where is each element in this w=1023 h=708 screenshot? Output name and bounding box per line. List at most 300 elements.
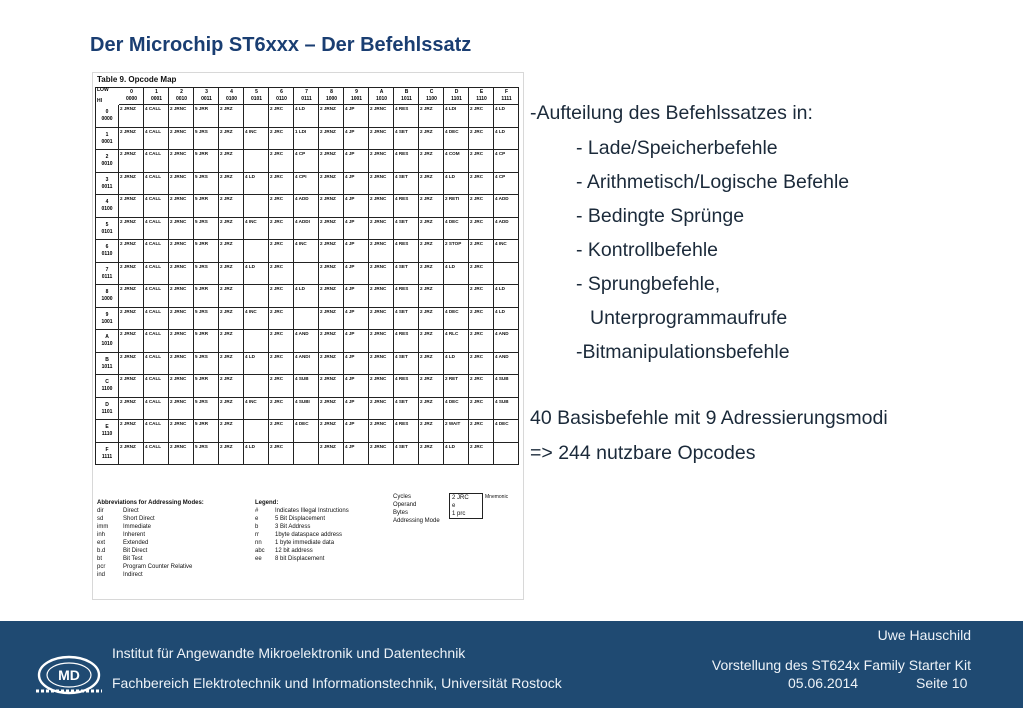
opcode-mnemonic: 2 JRNZ: [120, 196, 136, 201]
legend-row: [255, 507, 349, 515]
abbr-row: [97, 547, 192, 555]
row-header-bin: 0011: [101, 183, 113, 190]
opcode-mnemonic: 2 JRNZ: [320, 263, 336, 269]
col-header-bin: 0110: [276, 96, 287, 102]
opcode-mnemonic: 2 JRC: [470, 196, 484, 201]
col-header-bin: 1101: [451, 96, 462, 102]
abbr-row: [97, 539, 192, 547]
opcode-cell: [244, 420, 269, 443]
opcode-mnemonic: 4 JP: [345, 331, 355, 336]
opcode-mnemonic: 4 LD: [495, 106, 505, 111]
opcode-mnemonic: 2 JRC: [470, 218, 484, 224]
opcode-mnemonic: 2 JRNZ: [120, 151, 136, 156]
col-header-bin: 0001: [150, 96, 163, 102]
col-header-hex: 3: [205, 89, 208, 95]
legend-key: ee: [255, 556, 262, 562]
opcode-mnemonic: 2 JRZ: [420, 173, 433, 179]
opcode-mnemonic: 2 JRNC: [370, 353, 387, 359]
opcode-mnemonic: 2 JRNC: [370, 443, 387, 449]
opcode-mnemonic: 2 JRNZ: [320, 443, 336, 449]
opcode-mnemonic: 4 RES: [395, 376, 409, 381]
opcode-mnemonic: 2 JRZ: [220, 263, 233, 269]
opcode-mnemonic: 2 JRNZ: [120, 173, 136, 179]
opcode-mnemonic: 4 CALL: [145, 376, 162, 381]
opcode-mnemonic: 4 LDI: [445, 106, 457, 111]
opcode-mnemonic: 2 JRNC: [370, 218, 387, 224]
opcode-mnemonic: 2 JRZ: [220, 128, 233, 134]
opcode-mnemonic: 2 JRC: [470, 353, 484, 359]
opcode-cell: [494, 443, 519, 466]
opcode-mnemonic: 4 CP: [295, 151, 306, 156]
opcode-mnemonic: 2 RET: [445, 376, 459, 381]
footer-faculty: Fachbereich Elektrotechnik und Informationstechnik, Universität Rostock: [112, 675, 562, 691]
opcode-mnemonic: 4 LD: [495, 286, 505, 291]
opcode-mnemonic: 2 JRZ: [420, 443, 433, 449]
abbr-key: bt: [97, 556, 103, 562]
opcode-mnemonic: 2 JRNZ: [320, 308, 336, 314]
col-header-hex: 0: [130, 89, 133, 95]
col-header-bin: 1011: [401, 96, 412, 102]
abbr-value: Bit Test: [123, 556, 143, 562]
opcode-mnemonic: 5 JRS: [195, 398, 208, 404]
abbr-row: [97, 555, 192, 563]
opcode-cell: [244, 240, 269, 263]
opcode-mnemonic: 4 INC: [495, 241, 507, 246]
abbr-value: Immediate: [123, 524, 152, 530]
opcode-mnemonic: 4 ADDI: [295, 218, 310, 224]
opcode-mnemonic: 4 CALL: [145, 106, 162, 111]
col-header-hex: 7: [305, 89, 308, 95]
opcode-mnemonic: 2 JRZ: [420, 263, 433, 269]
opcode-mnemonic: 4 RLC: [445, 331, 459, 336]
opcode-mnemonic: 4 LD: [445, 353, 455, 359]
opcode-mnemonic: 2 JRNC: [370, 286, 387, 291]
opcode-cell: [494, 263, 519, 286]
footer-bar: [0, 621, 1023, 708]
opcode-mnemonic: 2 JRC: [270, 151, 284, 156]
legend-key: e: [255, 516, 259, 522]
legend-key: nn: [255, 540, 262, 546]
opcode-mnemonic: 4 JP: [345, 173, 355, 179]
opcode-mnemonic: 2 JRNC: [370, 376, 387, 381]
row-header-hex: F: [105, 446, 109, 453]
col-header-bin: 1001: [350, 96, 363, 102]
col-header-bin: 0011: [201, 96, 212, 102]
opcode-mnemonic: 4 JP: [345, 263, 355, 269]
opcode-mnemonic: 2 JRNC: [170, 263, 187, 269]
opcode-mnemonic: 2 JRC: [470, 421, 484, 426]
opcode-mnemonic: 4 INC: [245, 218, 257, 224]
abbr-key: pcr: [97, 564, 106, 570]
opcode-mnemonic: 2 JRZ: [420, 376, 433, 381]
opcode-mnemonic: 4 LD: [445, 173, 455, 179]
opcode-mnemonic: 2 JRNC: [170, 196, 187, 201]
row-header-bin: 0101: [101, 228, 113, 235]
opcode-mnemonic: 2 STOP: [445, 241, 462, 246]
opcode-mnemonic: 2 JRNZ: [120, 421, 136, 426]
opcode-mnemonic: 2 JRZ: [420, 331, 433, 336]
opcode-mnemonic: 4 CALL: [145, 241, 162, 246]
bullet-line: -Aufteilung des Befehlssatzes in:: [530, 102, 813, 124]
abbr-key: b.d: [97, 548, 106, 554]
opcode-mnemonic: 4 JP: [345, 353, 355, 359]
opcode-mnemonic: 4 DEC: [445, 218, 459, 224]
opcode-mnemonic: 2 JRZ: [220, 196, 233, 201]
opcode-mnemonic: 2 JRC: [270, 331, 284, 336]
opcode-mnemonic: 4 JP: [345, 151, 355, 156]
legend-row: [255, 523, 349, 531]
opcode-mnemonic: 2 JRC: [270, 263, 284, 269]
key-sample-bot: 1 prc: [452, 511, 466, 517]
legend-value: 1 byte immediate data: [275, 540, 335, 546]
opcode-mnemonic: 2 JRZ: [420, 241, 433, 246]
opcode-mnemonic: 2 JRNZ: [120, 353, 136, 359]
bullet-line: - Arithmetisch/Logische Befehle: [576, 171, 850, 193]
row-header-hex: 9: [105, 311, 109, 318]
opcode-mnemonic: 4 LD: [245, 173, 255, 179]
opcode-mnemonic: 4 ADD: [495, 196, 509, 201]
abbr-value: Bit Direct: [123, 548, 148, 554]
opcode-mnemonic: 5 JRS: [195, 308, 208, 314]
abbr-key: ext: [97, 540, 106, 546]
row-header-hex: D: [105, 401, 109, 408]
opcode-mnemonic: 2 JRC: [470, 151, 484, 156]
opcode-mnemonic: 4 LD: [245, 263, 255, 269]
opcode-mnemonic: 4 JP: [345, 241, 355, 246]
opcode-mnemonic: 2 JRNC: [170, 308, 187, 314]
opcode-mnemonic: 2 JRZ: [220, 151, 233, 156]
opcode-mnemonic: 2 JRNC: [370, 308, 387, 314]
opcode-mnemonic: 4 AND: [495, 353, 509, 359]
col-header-hex: F: [504, 89, 509, 95]
opcode-cell: [244, 285, 269, 308]
opcode-mnemonic: 2 JRZ: [420, 398, 433, 404]
opcode-mnemonic: 4 JP: [345, 308, 355, 314]
bullet-line: - Kontrollbefehle: [576, 239, 719, 261]
opcode-cell: [294, 443, 319, 466]
bullet-line: 40 Basisbefehle mit 9 Adressierungsmodi: [530, 407, 888, 429]
opcode-mnemonic: 4 DEC: [445, 398, 459, 404]
row-header-hex: 1: [105, 131, 109, 138]
opcode-mnemonic: 4 COM: [445, 151, 460, 156]
opcode-mnemonic: 5 JRR: [195, 331, 209, 336]
opcode-mnemonic: 2 JRZ: [420, 421, 433, 426]
opcode-mnemonic: 2 JRC: [270, 196, 284, 201]
opcode-cell: [244, 150, 269, 173]
col-header-bin: 1111: [501, 96, 512, 102]
opcode-mnemonic: 4 RES: [395, 196, 409, 201]
opcode-mnemonic: 2 JRNZ: [120, 443, 136, 449]
opcode-mnemonic: 4 AND: [295, 331, 309, 336]
opcode-mnemonic: 2 JRZ: [420, 106, 433, 111]
opcode-mnemonic: 4 CALL: [145, 353, 162, 359]
opcode-mnemonic: 2 JRC: [270, 286, 284, 291]
abbr-title: Abbreviations for Addressing Modes:: [97, 500, 204, 506]
opcode-mnemonic: 5 JRR: [195, 106, 209, 111]
opcode-mnemonic: 4 JP: [345, 421, 355, 426]
opcode-mnemonic: 2 JRZ: [220, 106, 233, 111]
bullet-line: - Bedingte Sprünge: [576, 205, 745, 227]
legend-key: abc: [255, 548, 265, 554]
opcode-mnemonic: 2 JRNC: [370, 241, 387, 246]
opcode-mnemonic: 5 JRR: [195, 196, 209, 201]
opcode-mnemonic: 2 JRZ: [420, 308, 433, 314]
col-header-hex: 2: [180, 89, 183, 95]
bullet-line: - Lade/Speicherbefehle: [576, 137, 778, 159]
row-header-hex: 5: [105, 221, 109, 228]
opcode-mnemonic: 2 JRC: [470, 331, 484, 336]
corner-low-label: LOW: [97, 87, 109, 93]
bullet-line: - Sprungbefehle,: [576, 273, 721, 295]
opcode-mnemonic: 2 JRC: [270, 421, 284, 426]
opcode-map-figure: [92, 72, 524, 600]
opcode-mnemonic: 4 LD: [295, 286, 305, 291]
legend-key: rr: [255, 532, 259, 538]
row-header-bin: 0110: [101, 251, 113, 257]
opcode-mnemonic: 4 DEC: [295, 421, 309, 426]
col-header-bin: 1010: [375, 96, 388, 102]
figure-legend: [93, 493, 523, 593]
opcode-mnemonic: 2 JRC: [270, 106, 284, 111]
opcode-mnemonic: 2 JRNZ: [320, 128, 336, 134]
opcode-mnemonic: 4 RES: [395, 106, 409, 111]
opcode-mnemonic: 4 SUB: [495, 376, 509, 381]
col-header-hex: 6: [280, 89, 283, 95]
opcode-mnemonic: 5 JRS: [195, 353, 208, 359]
opcode-mnemonic: 2 JRNC: [370, 421, 387, 426]
col-header-bin: 1110: [476, 96, 487, 102]
opcode-mnemonic: 2 JRZ: [420, 196, 433, 201]
opcode-mnemonic: 4 LD: [445, 443, 455, 449]
key-mnemonic: Mnemonic: [485, 494, 509, 500]
opcode-mnemonic: 1 LDI: [295, 128, 307, 134]
legend-key: b: [255, 524, 259, 530]
opcode-mnemonic: 2 JRNZ: [320, 331, 336, 336]
opcode-mnemonic: 2 JRC: [270, 173, 284, 179]
footer-author: Uwe Hauschild: [877, 627, 971, 643]
opcode-mnemonic: 4 CALL: [145, 151, 162, 156]
col-header-hex: A: [379, 89, 384, 95]
opcode-mnemonic: 2 JRNZ: [120, 263, 136, 269]
opcode-mnemonic: 4 SUB: [495, 398, 509, 404]
legend-row: [255, 539, 349, 547]
opcode-cell: [244, 375, 269, 398]
opcode-mnemonic: 2 JRNC: [370, 263, 387, 269]
opcode-mnemonic: 2 JRNZ: [120, 376, 136, 381]
opcode-mnemonic: 4 SET: [395, 353, 408, 359]
opcode-map-table: [95, 87, 521, 555]
opcode-mnemonic: 4 SET: [395, 443, 408, 449]
row-header-bin: 0100: [101, 206, 113, 212]
opcode-mnemonic: 4 INC: [245, 128, 257, 134]
col-header-bin: 0100: [225, 96, 238, 102]
col-header-bin: 1000: [325, 96, 338, 102]
key-cycles: Cycles: [393, 494, 412, 500]
opcode-mnemonic: 2 JRC: [470, 106, 484, 111]
row-header-bin: 1101: [101, 408, 113, 415]
opcode-mnemonic: 2 JRNC: [370, 196, 387, 201]
col-header-bin: 1100: [426, 96, 437, 102]
opcode-mnemonic: 4 SET: [395, 398, 408, 404]
legend-row: [255, 531, 349, 539]
opcode-mnemonic: 4 SUB: [295, 376, 309, 381]
opcode-cell: [244, 330, 269, 353]
opcode-mnemonic: 2 JRZ: [420, 353, 433, 359]
row-header-bin: 1110: [101, 431, 113, 437]
bullet-line: -Bitmanipulationsbefehle: [576, 341, 790, 363]
opcode-mnemonic: 4 CALL: [145, 263, 162, 269]
opcode-mnemonic: 5 JRR: [195, 421, 209, 426]
opcode-mnemonic: 4 LD: [495, 308, 505, 314]
opcode-mnemonic: 2 JRZ: [220, 353, 233, 359]
opcode-mnemonic: 4 INC: [245, 398, 257, 404]
opcode-mnemonic: 5 JRR: [195, 151, 209, 156]
opcode-mnemonic: 2 JRNC: [370, 128, 387, 134]
opcode-mnemonic: 2 JRNC: [170, 331, 187, 336]
opcode-cell: [244, 105, 269, 128]
opcode-mnemonic: 5 JRS: [195, 128, 208, 134]
row-header-hex: 4: [105, 199, 109, 205]
opcode-mnemonic: 5 JRS: [195, 218, 208, 224]
opcode-cell: [294, 308, 319, 331]
opcode-mnemonic: 5 JRR: [195, 241, 209, 246]
opcode-mnemonic: 4 CALL: [145, 308, 162, 314]
opcode-mnemonic: 4 CP: [495, 173, 506, 179]
row-header-bin: 1000: [101, 296, 113, 302]
legend-value: 1byte dataspace address: [275, 532, 343, 538]
abbr-key: dir: [97, 508, 104, 514]
opcode-mnemonic: 4 CALL: [145, 173, 162, 179]
opcode-mnemonic: 4 JP: [345, 443, 355, 449]
abbr-value: Indirect: [123, 572, 143, 578]
opcode-mnemonic: 4 LD: [495, 128, 505, 134]
opcode-mnemonic: 2 JRC: [270, 376, 284, 381]
opcode-mnemonic: 2 JRC: [470, 308, 484, 314]
abbr-row: [97, 515, 192, 523]
col-header-bin: 0000: [125, 96, 138, 102]
col-header-hex: C: [429, 89, 434, 95]
opcode-mnemonic: 2 JRNZ: [120, 128, 136, 134]
abbr-list: [97, 507, 192, 579]
row-header-bin: 1010: [101, 341, 113, 347]
opcode-mnemonic: 5 JRS: [195, 443, 208, 449]
abbr-row: [97, 531, 192, 539]
opcode-mnemonic: 2 JRNC: [170, 443, 187, 449]
opcode-mnemonic: 2 JRNZ: [120, 398, 136, 404]
opcode-mnemonic: 4 CALL: [145, 421, 162, 426]
opcode-mnemonic: 2 JRNC: [170, 353, 187, 359]
opcode-mnemonic: 2 JRNZ: [120, 331, 136, 336]
opcode-mnemonic: 2 RETI: [445, 196, 460, 201]
col-header-hex: 8: [330, 89, 333, 95]
col-header-bin: 0111: [301, 96, 312, 102]
row-header-hex: C: [105, 379, 109, 385]
opcode-mnemonic: 4 SET: [395, 308, 408, 314]
opcode-mnemonic: 4 JP: [345, 286, 355, 291]
legend-value: 8 bit Displacement: [275, 556, 325, 562]
opcode-mnemonic: 2 JRZ: [220, 331, 233, 336]
opcode-mnemonic: 2 JRNC: [370, 106, 387, 111]
opcode-mnemonic: 2 JRNZ: [320, 106, 336, 111]
col-header-hex: D: [454, 89, 459, 95]
opcode-mnemonic: 5 JRS: [195, 263, 208, 269]
opcode-mnemonic: 4 SUBI: [295, 398, 310, 404]
opcode-mnemonic: 4 RES: [395, 421, 409, 426]
abbr-value: Extended: [123, 540, 149, 546]
opcode-mnemonic: 4 ANDI: [295, 353, 310, 359]
opcode-mnemonic: 4 INC: [245, 308, 257, 314]
opcode-mnemonic: 2 JRC: [270, 443, 284, 449]
opcode-mnemonic: 2 JRNZ: [320, 376, 336, 381]
opcode-mnemonic: 2 JRC: [470, 443, 484, 449]
abbr-row: [97, 507, 192, 515]
key-mode: Addressing Mode: [393, 518, 440, 524]
col-header-hex: 9: [355, 89, 358, 95]
opcode-mnemonic: 2 JRNC: [170, 218, 187, 224]
opcode-mnemonic: 4 JP: [345, 128, 355, 134]
opcode-mnemonic: 4 RES: [395, 286, 409, 291]
opcode-mnemonic: 2 JRNC: [170, 398, 187, 404]
legend-value: 12 bit address: [275, 548, 313, 554]
key-bytes: Bytes: [393, 510, 409, 516]
opcode-mnemonic: 4 ADD: [295, 196, 309, 201]
opcode-mnemonic: 4 RES: [395, 241, 409, 246]
opcode-mnemonic: 2 JRNZ: [120, 286, 136, 291]
opcode-mnemonic: 2 JRNZ: [320, 421, 336, 426]
opcode-mnemonic: 2 JRNZ: [320, 218, 336, 224]
opcode-mnemonic: 4 JP: [345, 218, 355, 224]
opcode-mnemonic: 2 JRC: [470, 398, 484, 404]
opcode-mnemonic: 2 WAIT: [445, 421, 461, 426]
opcode-mnemonic: 2 JRC: [270, 398, 284, 404]
row-header-bin: 0010: [101, 161, 113, 167]
opcode-mnemonic: 2 JRZ: [220, 218, 233, 224]
opcode-mnemonic: 2 JRZ: [420, 128, 433, 134]
opcode-mnemonic: 2 JRC: [470, 263, 484, 269]
row-header-hex: 8: [105, 289, 109, 295]
footer-institute: Institut für Angewandte Mikroelektronik und Datentechnik: [112, 645, 466, 661]
abbr-value: Inherent: [123, 532, 146, 538]
col-header-hex: E: [479, 89, 484, 95]
legend-value: 3 Bit Address: [275, 524, 311, 530]
opcode-mnemonic: 2 JRNZ: [320, 286, 336, 291]
key-sample-mid: e: [452, 503, 456, 509]
col-header-hex: 5: [255, 89, 258, 95]
row-header-bin: 1100: [101, 386, 113, 392]
row-header-hex: 2: [105, 154, 109, 160]
opcode-mnemonic: 2 JRZ: [220, 421, 233, 426]
row-header-hex: A: [105, 334, 109, 340]
opcode-mnemonic: 4 RES: [395, 331, 409, 336]
opcode-cell: [444, 285, 469, 308]
opcode-mnemonic: 4 RES: [395, 151, 409, 156]
row-header-hex: 0: [105, 109, 109, 115]
opcode-mnemonic: 2 JRNZ: [320, 173, 336, 179]
opcode-mnemonic: 4 JP: [345, 106, 355, 111]
opcode-mnemonic: 2 JRNZ: [120, 106, 136, 111]
opcode-mnemonic: 4 INC: [295, 241, 307, 246]
opcode-mnemonic: 4 LD: [245, 443, 255, 449]
opcode-mnemonic: 4 CALL: [145, 398, 162, 404]
row-header-bin: 0001: [101, 138, 113, 145]
opcode-mnemonic: 4 JP: [345, 196, 355, 201]
opcode-mnemonic: 2 JRZ: [220, 308, 233, 314]
col-header-bin: 0010: [175, 96, 188, 102]
corner-hi-label: HI: [97, 98, 102, 104]
abbr-row: [97, 563, 192, 571]
opcode-mnemonic: 4 CALL: [145, 286, 162, 291]
opcode-mnemonic: 4 SET: [395, 128, 408, 134]
